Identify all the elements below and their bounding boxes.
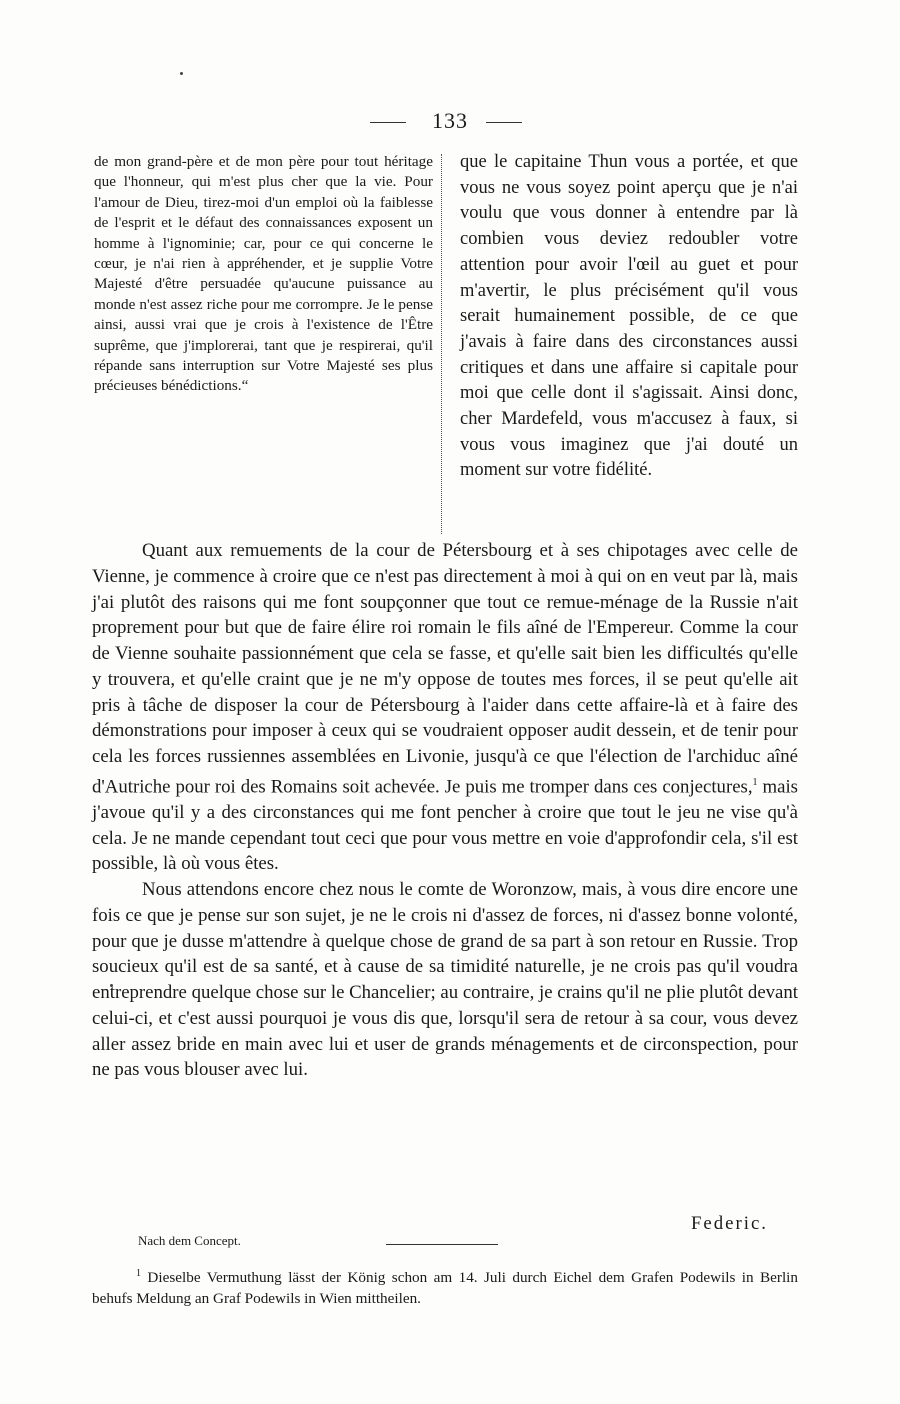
header-rule-right	[486, 122, 522, 123]
footnote-reference: 1	[752, 776, 758, 788]
print-speck	[180, 72, 183, 75]
footnote-text: Dieselbe Vermuthung lässt der König schon am 14. Juli durch Eichel dem Grafen Podewils in Berlin behufs Meldung an Graf Podewils in Wien mittheilen.	[92, 1269, 798, 1308]
paragraph-text: mais j'avoue qu'il y a des circonstances qui me font pencher à croire que tout le jeu ne vise qu'à cela. Je ne mande cependant tout ceci que pour vous mettre en voie d'approfondir cela, s'il est possible, là où vous êtes.	[92, 776, 798, 875]
right-column	[460, 150, 798, 484]
footnote-marker: 1	[136, 1268, 141, 1279]
header-rule-left	[370, 122, 406, 123]
page-number: 133	[432, 108, 468, 133]
paragraph	[92, 538, 798, 877]
paragraph: Nous attendons encore chez nous le comte de Woronzow, mais, à vous dire encore une fois ce que je pense sur son sujet, je ne le crois ni d'assez de forces, ni d'assez bonne volonté, pour que je dusse m'attendre à quelque chose de grand de sa part à son retour en Russie. Trop soucieux qu'il est de sa santé, et à cause de sa timidité naturelle, je ne crois pas qu'il voudra entreprendre quelque chose sur le Chancelier; au contraire, je crains qu'il ne plie plutôt devant celui-ci, et c'est aussi pourquoi je vous dis que, lorsqu'il sera de retour à sa cour, vous devez aller assez bride en main avec lui et user de grands ménagements et de circonspection, pour ne pas vous blouser avec lui.	[92, 879, 798, 1081]
left-column	[94, 152, 433, 397]
page-header	[0, 108, 900, 138]
footnote-rule	[386, 1244, 498, 1245]
left-column-text: de mon grand-père et de mon père pour tout héritage que l'honneur, qui m'est plus cher que la vie. Pour l'amour de Dieu, tirez-moi d'un emploi où la faiblesse de l'esprit et le défaut des connaissances exposent un homme à l'ignominie; car, pour ce qui concerne le cœur, je n'ai rien à appréhender, et je supplie Votre Majesté d'être persuadée qu'aucune puissance au monde n'est assez riche pour me corrompre. Je le pense ainsi, aussi vrai que je crois à l'existence de l'Être suprême, que j'implorerai, tant que je respirerai, qu'il répande sans interruption sur Votre Majesté ses plus précieuses bénédictions.“	[94, 153, 433, 395]
source-note: Nach dem Concept.	[138, 1233, 241, 1248]
right-column-text: que le capitaine Thun vous a portée, et que vous ne vous soyez point aperçu que je n'ai voulu que vous donner à entendre par là combien vous deviez redoubler votre attention pour avoir l'œil au guet et pour m'avertir, le plus précisément qu'il vous serait humainement possible, de ce que j'avais à faire dans des circonstances aussi critiques et dans une affaire si capitale pour moi que celle dont il s'agissait. Ainsi donc, cher Mardefeld, vous m'accusez à faux, si vous vous imaginez que j'ai douté un moment sur votre fidélité.	[460, 152, 798, 481]
main-text	[92, 538, 798, 1083]
column-divider	[441, 154, 442, 534]
paragraph-text: Quant aux remuements de la cour de Pétersbourg et à ses chipotages avec celle de Vienne, je commence à croire que ce n'est pas directement à moi à qui on en veut par là, mais j'ai plutôt des raisons qui me font soupçonner que tout ce remue-ménage de la Russie n'ait proprement pour but que de faire élire roi romain le fils aîné de l'Empereur. Comme la cour de Vienne souhaite passionnément que cela se fasse, et qu'elle sait bien les difficultés qu'elle y trouvera, et qu'elle craint que je ne m'y oppose de toutes mes forces, il se peut qu'elle ait pris à tâche de disposer la cour de Pétersbourg à l'aider dans cette affaire-là et à faire des démonstrations pour imposer à ceux qui se voudraient opposer audit dessein, et de tenir pour cela les forces russiennes assemblées en Livonie, jusqu'à ce que l'élection de l'archiduc aîné d'Autriche pour roi des Romains soit achevée. Je puis me tromper dans ces conjectures,	[92, 540, 798, 798]
footnote	[92, 1263, 798, 1309]
signature: Federic.	[690, 1213, 768, 1234]
